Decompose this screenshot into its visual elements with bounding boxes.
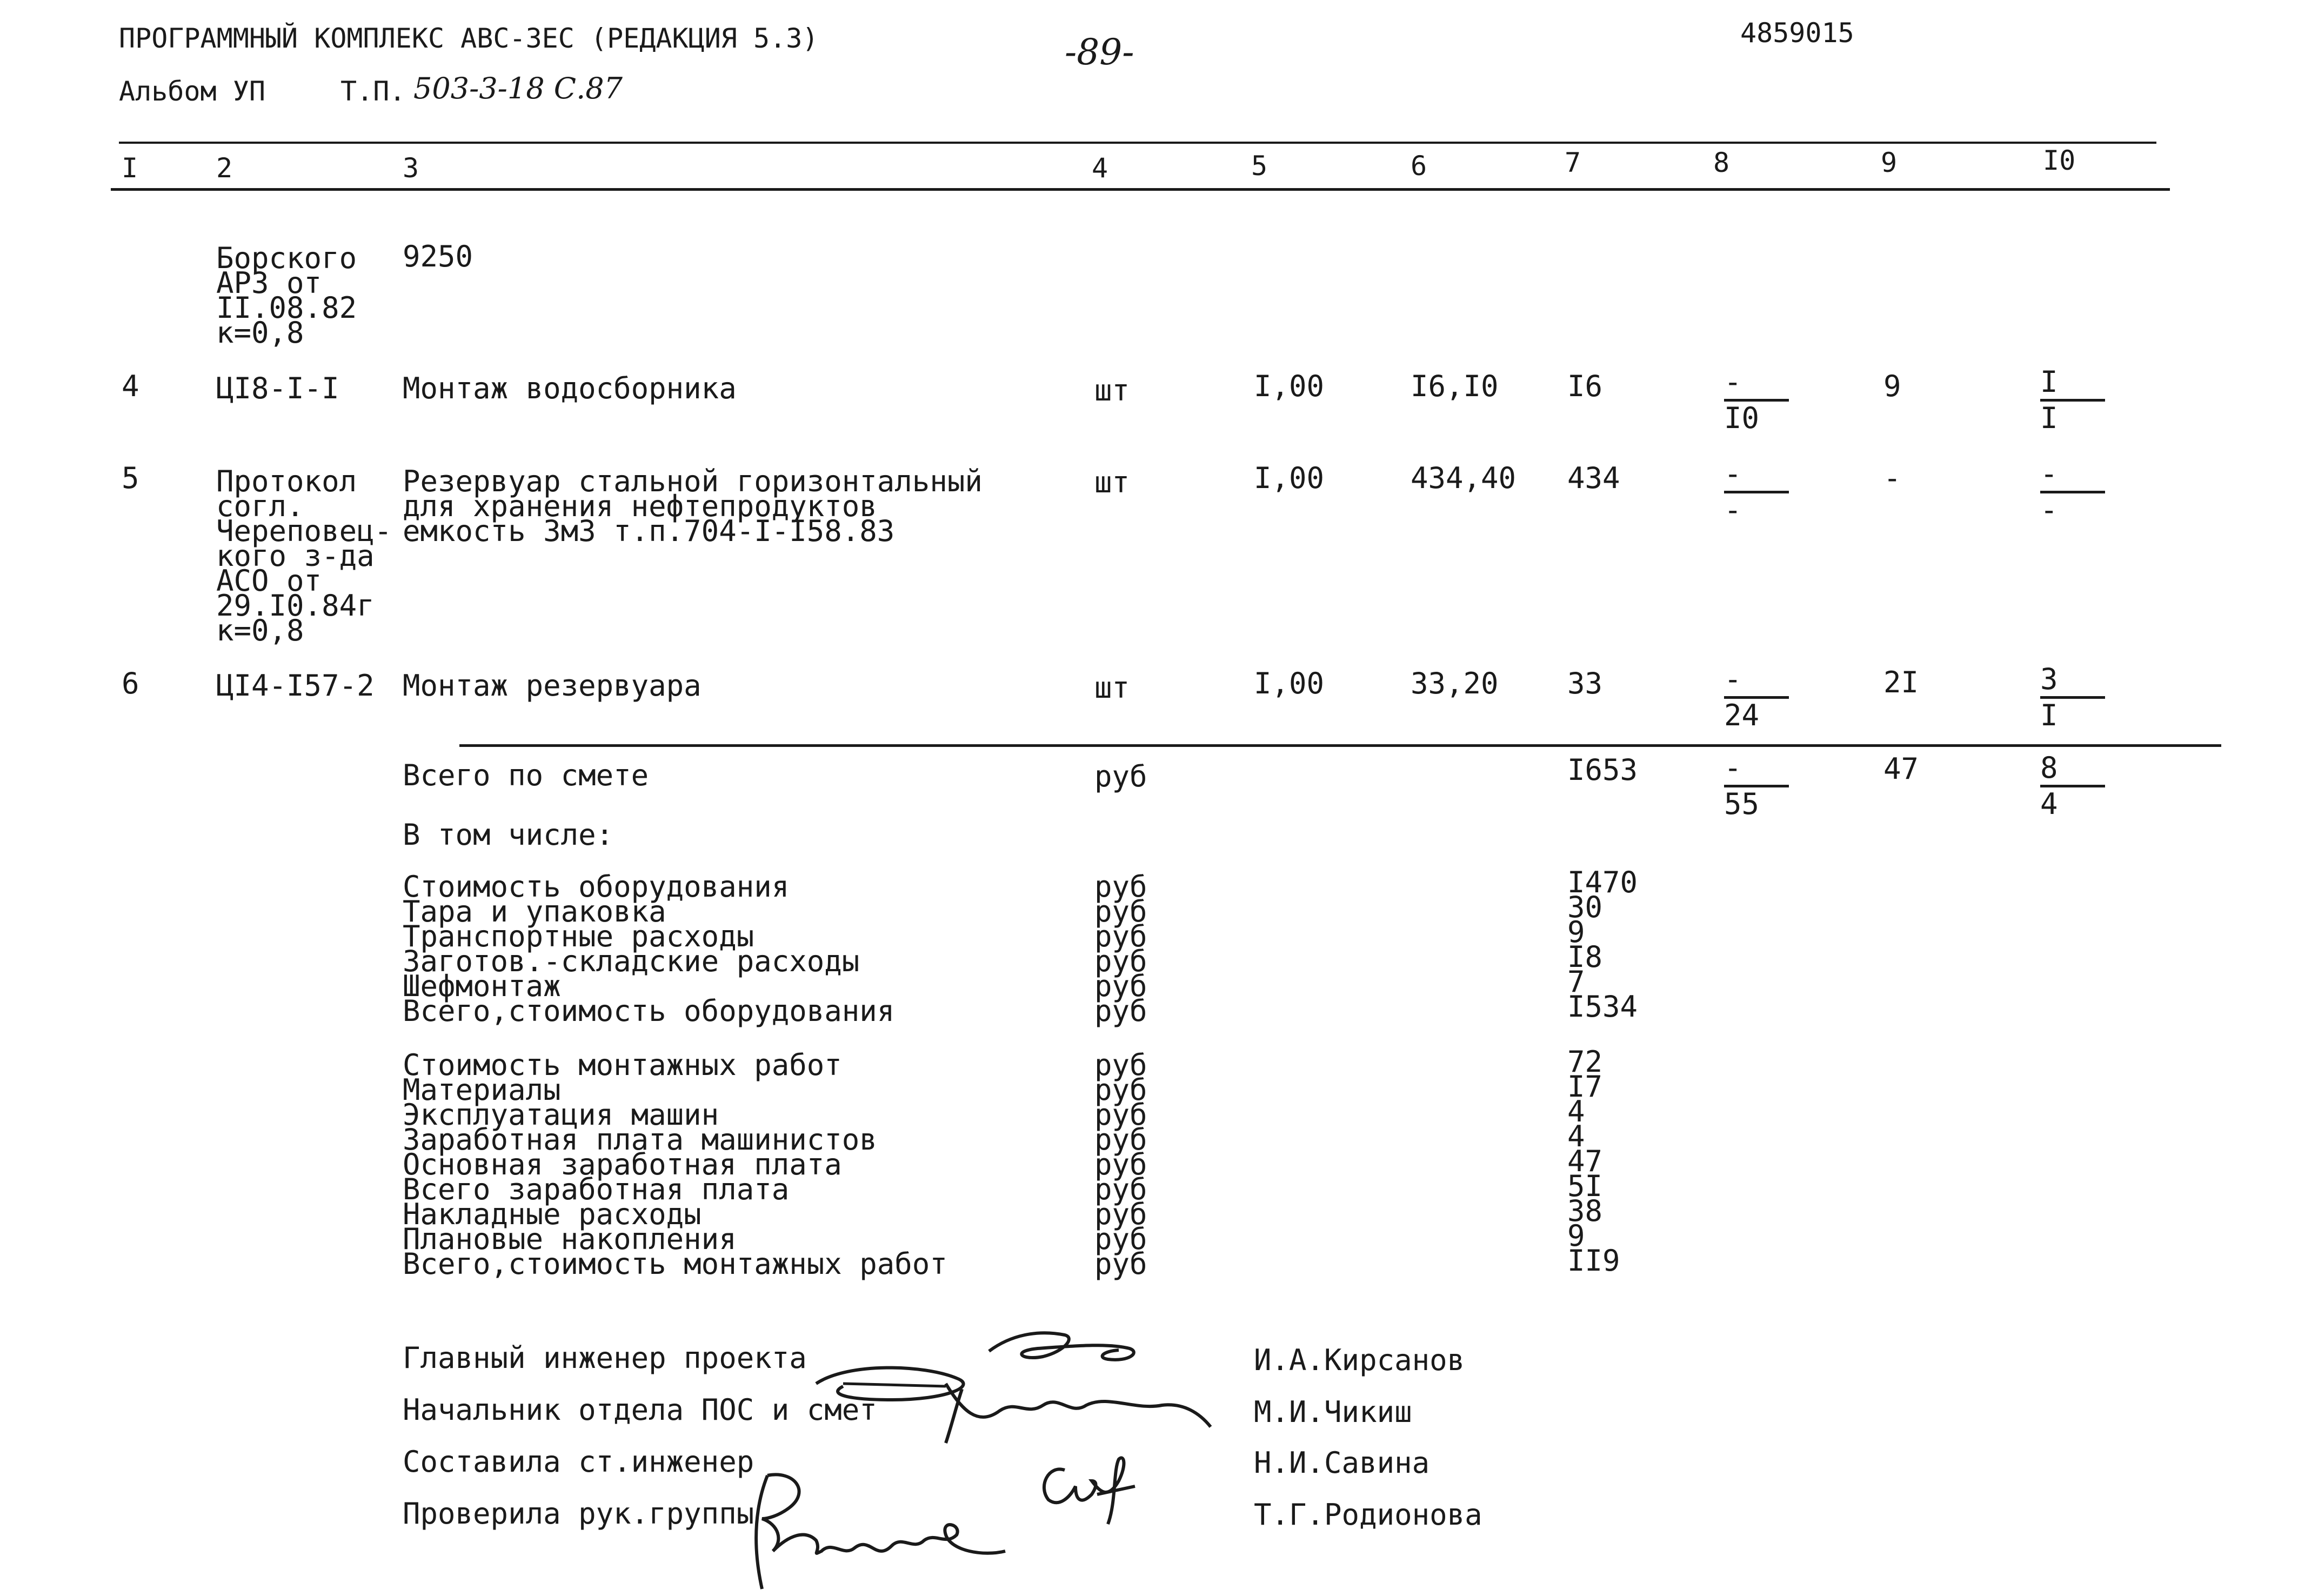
row-unit: шт bbox=[1094, 373, 1130, 408]
row-col9: - bbox=[1883, 461, 1901, 495]
handwritten-signature-chief-engineer bbox=[784, 1319, 1216, 1459]
equipment-labels: Стоимость оборудования Тара и упаковка Транспортные расходы Заготов.-складские расходы Шефмонтаж Всего,стоимость оборудования bbox=[403, 870, 895, 1028]
including-label: В том числе: bbox=[403, 818, 614, 852]
table-top-rule bbox=[119, 142, 2156, 144]
tp-label: Т.П. bbox=[340, 76, 406, 107]
table-header-rule bbox=[111, 188, 2170, 191]
row-number: 4 bbox=[122, 369, 139, 403]
row-col10-fraction: $\frac{I}{I}$ bbox=[2040, 365, 2105, 435]
row-unit: шт bbox=[1094, 465, 1130, 499]
signature-role: Составила ст.инженер bbox=[403, 1445, 754, 1479]
column-header: 3 bbox=[403, 152, 419, 184]
handwritten-initials bbox=[1027, 1448, 1146, 1530]
row-number: 5 bbox=[122, 461, 139, 495]
signature-role: Главный инженер проекта bbox=[403, 1341, 807, 1375]
row-description: Монтаж резервуара bbox=[403, 669, 702, 703]
row-quantity: I,00 bbox=[1254, 369, 1325, 403]
document-number: 4859015 bbox=[1740, 17, 1854, 49]
summary-col10-fraction: $\frac{8}{4}$ bbox=[2040, 751, 2105, 821]
row-basis: Протокол согл. Череповец- кого з-да АСО от 29.I0.84г к=0,8 bbox=[216, 464, 392, 647]
installation-units: руб руб руб руб руб руб руб руб руб bbox=[1094, 1048, 1147, 1281]
row-col10-fraction: $\frac{3}{I}$ bbox=[2040, 663, 2105, 732]
row-total: 33 bbox=[1567, 666, 1603, 700]
column-header: 9 bbox=[1881, 147, 1898, 178]
signature-role: Начальник отдела ПОС и смет bbox=[403, 1393, 877, 1427]
page-number: -89- bbox=[1065, 31, 1134, 73]
column-header: 7 bbox=[1565, 147, 1581, 178]
signature-name: И.А.Кирсанов bbox=[1254, 1343, 1465, 1377]
row-col8-fraction: - I0 bbox=[1724, 365, 1789, 435]
row-basis: ЦI8-I-I bbox=[216, 371, 339, 405]
signature-name: Т.Г.Родионова bbox=[1254, 1498, 1482, 1532]
row-number: 6 bbox=[122, 666, 139, 700]
row-col8-fraction: - 24 bbox=[1724, 663, 1789, 732]
row-col9: 9 bbox=[1883, 369, 1901, 403]
column-header: 8 bbox=[1713, 147, 1730, 178]
continuation-description: 9250 bbox=[403, 239, 473, 273]
row-basis: ЦI4-I57-2 bbox=[216, 669, 375, 703]
row-total: I6 bbox=[1567, 369, 1603, 403]
summary-label: Всего по смете bbox=[403, 758, 649, 792]
column-header: 2 bbox=[216, 152, 233, 184]
row-price: 434,40 bbox=[1411, 461, 1517, 495]
column-header: I0 bbox=[2043, 145, 2076, 176]
signature-name: М.И.Чикиш bbox=[1254, 1395, 1412, 1429]
summary-rule bbox=[459, 744, 2221, 747]
row-total: 434 bbox=[1567, 461, 1620, 495]
row-description: Резервуар стальной горизонтальный для хранения нефтепродуктов емкость 3м3 т.п.704-I-I58.83 bbox=[403, 464, 983, 548]
installation-labels: Стоимость монтажных работ Материалы Эксплуатация машин Заработная плата машинистов Основная заработная плата Всего заработная плата Накладные расходы Плановые накопления Всего,стоимость монтажных работ bbox=[403, 1048, 947, 1281]
summary-total: I653 bbox=[1567, 753, 1638, 787]
row-col9: 2I bbox=[1883, 665, 1919, 699]
column-header: I bbox=[122, 152, 138, 184]
row-col10-fraction: - - bbox=[2040, 457, 2105, 527]
summary-unit: руб bbox=[1094, 759, 1147, 793]
row-quantity: I,00 bbox=[1254, 666, 1325, 700]
equipment-units: руб руб руб руб руб руб bbox=[1094, 870, 1147, 1028]
column-header: 6 bbox=[1411, 150, 1427, 182]
equipment-values: I470 30 9 I8 7 I534 bbox=[1567, 865, 1638, 1024]
column-header: 5 bbox=[1251, 150, 1268, 182]
row-quantity: I,00 bbox=[1254, 461, 1325, 495]
row-description: Монтаж водосборника bbox=[403, 371, 737, 405]
signature-role: Проверила рук.группы bbox=[403, 1497, 754, 1531]
continuation-basis: Борского АРЗ от II.08.82 к=0,8 bbox=[216, 241, 357, 350]
program-title: ПРОГРАММНЫЙ КОМПЛЕКС АВС-ЗЕС (РЕДАКЦИЯ 5.3) bbox=[119, 23, 819, 54]
column-header: 4 bbox=[1092, 152, 1108, 184]
tp-handwritten-number: 503-3-18 С.87 bbox=[413, 71, 623, 105]
summary-col8-fraction: - 55 bbox=[1724, 751, 1789, 821]
row-unit: шт bbox=[1094, 671, 1130, 705]
row-price: 33,20 bbox=[1411, 666, 1499, 700]
album-label: Альбом УП bbox=[119, 76, 265, 107]
installation-values: 72 I7 4 4 47 5I 38 9 II9 bbox=[1567, 1045, 1620, 1278]
summary-col9: 47 bbox=[1883, 752, 1919, 786]
signature-name: Н.И.Савина bbox=[1254, 1446, 1430, 1480]
handwritten-signature-group-head bbox=[735, 1459, 1038, 1596]
row-col8-fraction: - - bbox=[1724, 457, 1789, 527]
row-price: I6,I0 bbox=[1411, 369, 1499, 403]
